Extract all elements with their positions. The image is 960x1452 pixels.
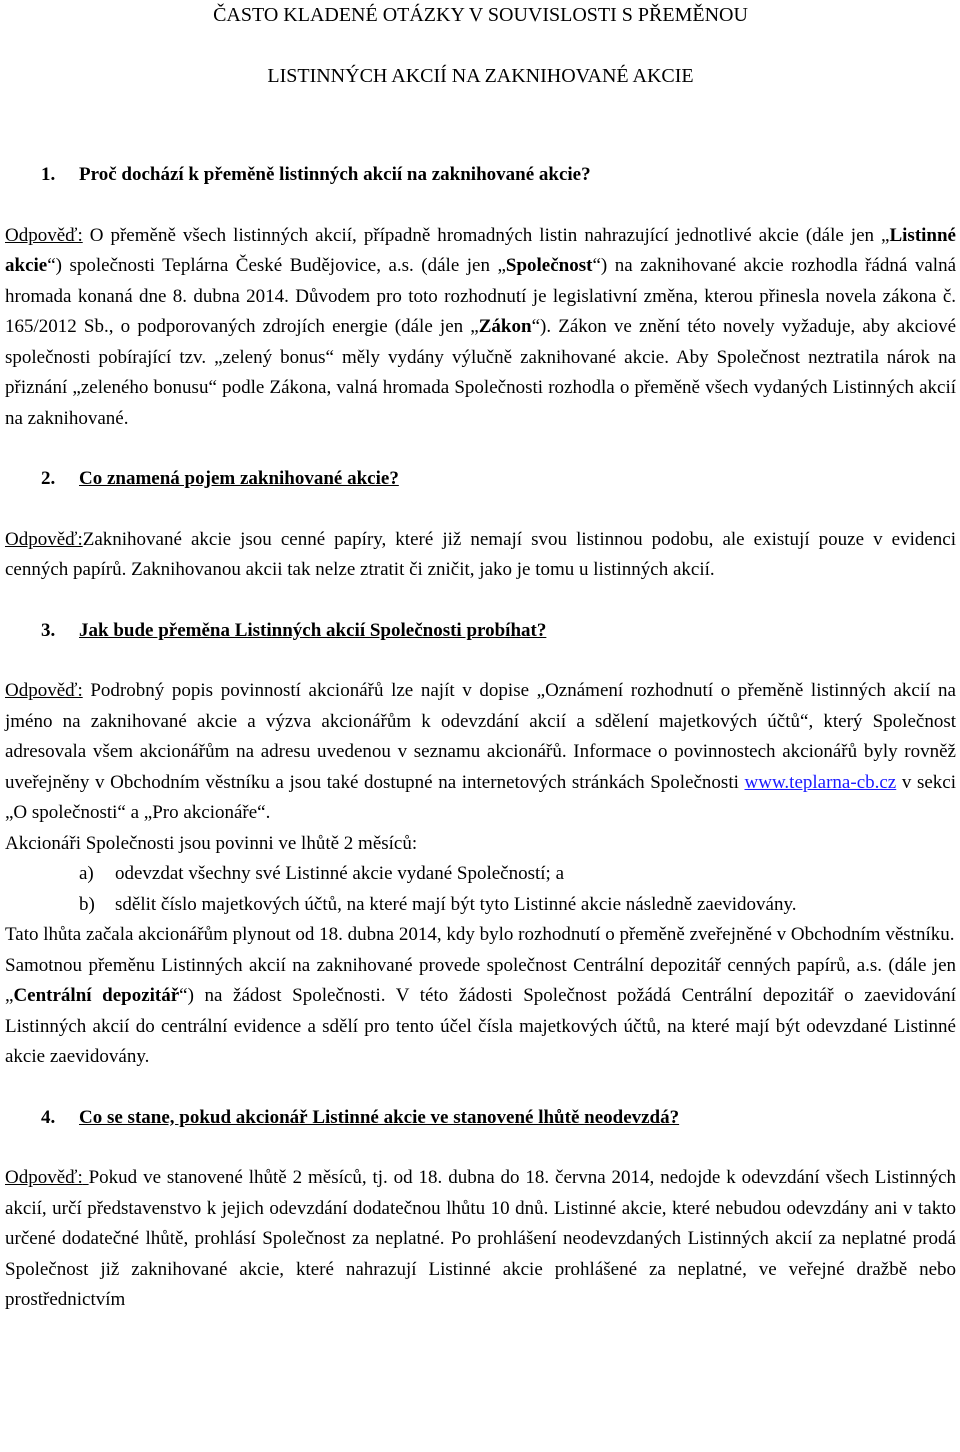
answer-text: Zaknihované akcie jsou cenné papíry, které již nemají svou listinnou podobu, ale existují pouze v evidenci cenných papírů. Zaknihovanou akcii tak nelze ztratit či zničit, jako je tomu u listinných akcií. — [5, 528, 956, 580]
answer-label: Odpověď: — [5, 1167, 83, 1188]
answer-label: Odpověď: — [5, 224, 83, 246]
answer-label: Odpověď: — [5, 528, 83, 550]
list-text: sdělit číslo majetkových účtů, na které mají být tyto Listinné akcie následně zaevidovány. — [115, 893, 797, 915]
central-depository-paragraph — [5, 951, 956, 1073]
question-2 — [5, 464, 956, 495]
defined-term: Zákon — [478, 316, 532, 337]
question-text: Co se stane, pokud akcionář Listinné akcie ve stanovené lhůtě neodevzdá? — [79, 1106, 680, 1128]
paragraph-text: Samotnou přeměnu Listinných akcií na zaknihované provede společnost Centrální depozitář cenných papírů, a.s. (dále jen „ — [5, 954, 956, 1006]
defined-term: Listinné akcie — [5, 224, 956, 276]
question-text: Proč dochází k přeměně listinných akcií na zaknihované akcie? — [79, 164, 591, 185]
question-number: 4. — [41, 1106, 56, 1128]
answer-text: O přeměně všech listinných akcií, případně hromadných listin nahrazující jednotlivé akcie (dále jen „ — [82, 224, 890, 246]
list-marker: b) — [79, 893, 95, 915]
answer-3 — [5, 676, 956, 829]
answer-label: Odpověď: — [5, 680, 83, 701]
list-item — [5, 859, 956, 890]
question-4 — [5, 1103, 956, 1134]
answer-4 — [5, 1163, 956, 1316]
duty-intro: Akcionáři Společnosti jsou povinni ve lhůtě 2 měsíců: — [5, 832, 418, 854]
answer-text: v sekci „O společnosti“ a „Pro akcionáře“. — [5, 771, 957, 823]
title-line-2: LISTINNÝCH AKCIÍ NA ZAKNIHOVANÉ AKCIE — [267, 65, 694, 87]
answer-text: Pokud ve stanovené lhůtě 2 měsíců, tj. od 18. dubna do 18. června 2014, nedojde k odevzdání všech Listinných akcií, určí představenstvo k jejich odevzdání dodatečnou lhůtu 10 dnů. Listinné akcie, které nebudou odevzdány ani v takto určené dodatečné lhůtě, prohlásí Společnost za neplatné. Po prohlášení neodevzdaných Listinných akcií za neplatné prodá Společnost již zaknihované akcie, které nahrazují Listinné akcie prohlášené za neplatné, ve veřejné dražbě nebo prostřednictvím — [5, 1167, 956, 1310]
title-line-1: ČASTO KLADENÉ OTÁZKY V SOUVISLOSTI S PŘEMĚNOU — [213, 4, 748, 26]
answer-1 — [5, 221, 956, 435]
list-marker: a) — [79, 863, 94, 884]
question-number: 2. — [41, 468, 56, 489]
deadline-paragraph: Tato lhůta začala akcionářům plynout od 18. dubna 2014, kdy bylo rozhodnutí o přeměně zveřejněné v Obchodním věstníku. — [5, 924, 955, 945]
answer-text: Podrobný popis povinností akcionářů lze najít v dopise „Oznámení rozhodnutí o přeměně listinných akcií na jméno na zaknihované akcie a výzva akcionářům k odevzdání akcií a sdělení majetkových účtů“, který Společnost adresovala všem akcionářům na adresu uvedenou v seznamu akcionářů. Informace o povinnostech akcionářů byly rovněž uveřejněny v Obchodním věstníku a jsou také dostupné na internetových stránkách Společnosti — [5, 680, 956, 793]
defined-term: Společnost — [505, 255, 593, 276]
answer-text: “) společnosti Teplárna České Budějovice, a.s. (dále jen „ — [47, 255, 506, 276]
question-text: Co znamená pojem zaknihované akcie? — [79, 468, 399, 489]
paragraph-text: “) na žádost Společnosti. V této žádosti Společnost požádá Centrální depozitář o zaevidování Listinných akcií do centrální evidence a sdělí pro tento účel čísla majetkových účtů, na které mají být odevzdané Listinné akcie zaevidovány. — [5, 985, 956, 1067]
list-text: odevzdat všechny své Listinné akcie vydané Společností; a — [115, 863, 565, 884]
list-item — [5, 890, 956, 921]
question-3 — [5, 616, 956, 647]
answer-text: “) na zaknihované akcie rozhodla řádná valná hromada konaná dne 8. dubna 2014. Důvodem pro toto rozhodnutí je legislativní změna, kterou přinesla novela zákona č. 165/2012 Sb., o podporovaných zdrojích energie (dále jen „ — [5, 255, 957, 337]
defined-term: Centrální depozitář — [13, 985, 180, 1006]
website-link[interactable]: www.teplarna-cb.cz — [744, 771, 897, 793]
question-number: 3. — [41, 619, 56, 641]
answer-2 — [5, 525, 956, 586]
question-number: 1. — [41, 164, 56, 185]
question-text: Jak bude přeměna Listinných akcií Společnosti probíhat? — [79, 619, 547, 641]
answer-text: “). Zákon ve znění této novely vyžaduje, aby akciové společnosti pobírající tzv. „zelený bonus“ měly vydány výlučně zaknihované akcie. Aby Společnost neztratila nárok na přiznání „zeleného bonusu“ podle Zákona, valná hromada Společnosti rozhodla o přeměně všech vydaných Listinných akcií na zaknihované. — [5, 316, 956, 429]
question-1 — [5, 160, 956, 191]
